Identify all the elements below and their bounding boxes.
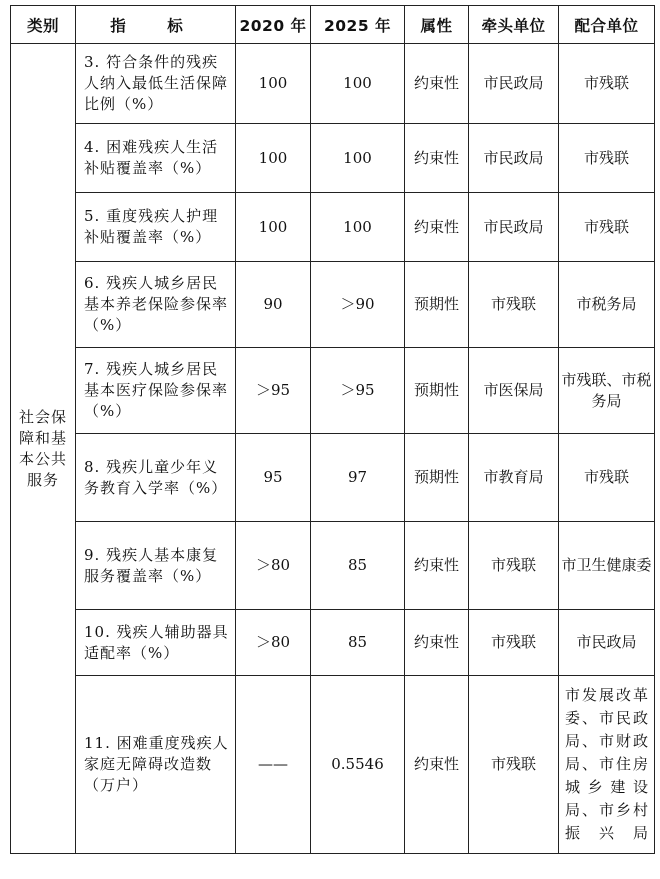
coop-unit-cell: 市残联、市税务局 [559,348,655,434]
value-2025-cell: ＞95 [311,348,405,434]
value-2020-cell: 100 [236,193,311,262]
indicator-cell: 5. 重度残疾人护理补贴覆盖率（%） [76,193,236,262]
value-2025-cell: 100 [311,44,405,124]
lead-unit-cell: 市教育局 [469,434,559,522]
value-2020-cell: ＞95 [236,348,311,434]
attribute-cell: 约束性 [405,124,469,193]
table-row [11,44,655,124]
value-2020-cell: 90 [236,262,311,348]
coop-unit-cell: 市民政局 [559,610,655,676]
category-cell: 社会保障和基本公共服务 [11,44,76,854]
value-2025-cell: ＞90 [311,262,405,348]
lead-unit-cell: 市残联 [469,262,559,348]
table-row [11,522,655,610]
value-2025-cell: 85 [311,610,405,676]
value-2020-cell: ＞80 [236,522,311,610]
indicator-table [10,5,655,854]
table-row [11,262,655,348]
value-2020-cell: 100 [236,44,311,124]
attribute-cell: 约束性 [405,610,469,676]
attribute-cell: 约束性 [405,44,469,124]
attribute-cell: 约束性 [405,522,469,610]
attribute-cell: 预期性 [405,262,469,348]
table-row [11,434,655,522]
table-row [11,124,655,193]
header-category: 类别 [11,6,76,44]
indicator-cell: 6. 残疾人城乡居民基本养老保险参保率（%） [76,262,236,348]
attribute-cell: 约束性 [405,193,469,262]
table-row [11,348,655,434]
header-2025: 2025 年 [311,6,405,44]
table-row [11,676,655,854]
attribute-cell: 约束性 [405,676,469,854]
indicator-cell: 9. 残疾人基本康复服务覆盖率（%） [76,522,236,610]
lead-unit-cell: 市民政局 [469,124,559,193]
coop-unit-cell: 市残联 [559,434,655,522]
lead-unit-cell: 市残联 [469,610,559,676]
value-2025-cell: 85 [311,522,405,610]
indicator-cell: 11. 困难重度残疾人家庭无障碍改造数（万户） [76,676,236,854]
coop-unit-cell: 市税务局 [559,262,655,348]
lead-unit-cell: 市残联 [469,522,559,610]
lead-unit-cell: 市民政局 [469,193,559,262]
header-coop-unit: 配合单位 [559,6,655,44]
header-row [11,6,655,44]
table-row [11,193,655,262]
table-row [11,610,655,676]
value-2020-cell: —— [236,676,311,854]
value-2020-cell: ＞80 [236,610,311,676]
value-2025-cell: 97 [311,434,405,522]
attribute-cell: 预期性 [405,348,469,434]
value-2020-cell: 100 [236,124,311,193]
indicator-cell: 7. 残疾人城乡居民基本医疗保险参保率（%） [76,348,236,434]
lead-unit-cell: 市残联 [469,676,559,854]
attribute-cell: 预期性 [405,434,469,522]
value-2025-cell: 0.5546 [311,676,405,854]
lead-unit-cell: 市民政局 [469,44,559,124]
indicator-cell: 8. 残疾儿童少年义务教育入学率（%） [76,434,236,522]
lead-unit-cell: 市医保局 [469,348,559,434]
value-2020-cell: 95 [236,434,311,522]
coop-unit-cell: 市残联 [559,124,655,193]
header-2020: 2020 年 [236,6,311,44]
indicator-cell: 4. 困难残疾人生活补贴覆盖率（%） [76,124,236,193]
value-2025-cell: 100 [311,124,405,193]
header-indicator: 指 标 [76,6,236,44]
coop-unit-cell: 市发展改革委、市民政局、市财政局、市住房城乡建设局、市乡村振兴局 [559,676,655,854]
value-2025-cell: 100 [311,193,405,262]
coop-unit-cell: 市卫生健康委 [559,522,655,610]
coop-unit-cell: 市残联 [559,44,655,124]
header-lead-unit: 牵头单位 [469,6,559,44]
coop-unit-cell: 市残联 [559,193,655,262]
header-attribute: 属性 [405,6,469,44]
indicator-cell: 3. 符合条件的残疾人纳入最低生活保障比例（%） [76,44,236,124]
indicator-cell: 10. 残疾人辅助器具适配率（%） [76,610,236,676]
